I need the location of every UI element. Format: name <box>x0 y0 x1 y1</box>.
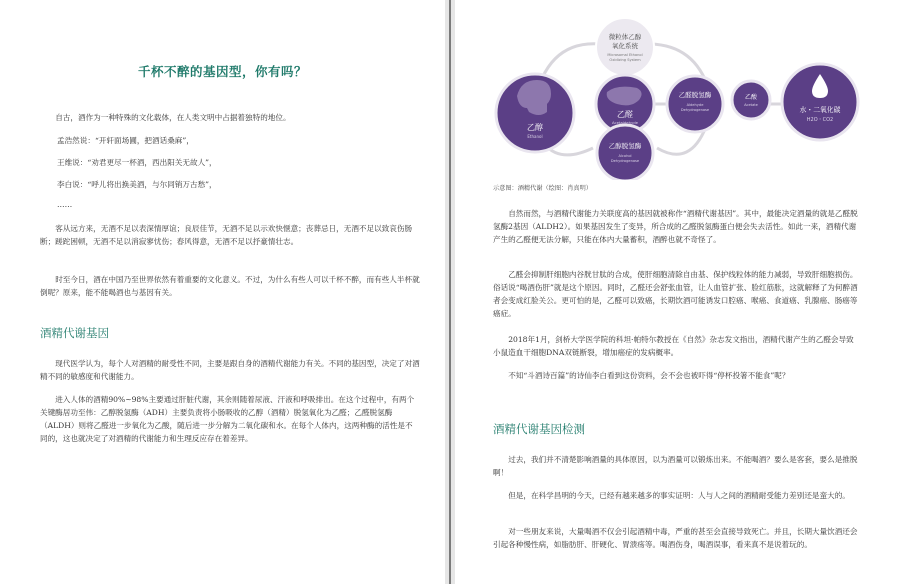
paragraph: 2018年1月，剑桥大学医学院的科坦·帕特尔教授在《自然》杂志发文指出，酒精代谢产生的乙醛会导致小鼠造血干细胞DNA双链断裂，增加癌症的发病概率。 <box>493 335 854 357</box>
paragraph: 不知“斗酒诗百篇”的诗仙李白看到这份资料，会不会也被吓得“停杯投箸不能食”呢？ <box>508 371 790 380</box>
quote-li: 李白说：“呼儿将出换美酒，与尔同销万古愁”， <box>57 180 217 189</box>
final-label: 水・二氧化碳 <box>799 106 841 114</box>
acetate-en: Acetate <box>744 103 758 107</box>
quote-meng: 孟浩然说：“开轩面场圃，把酒话桑麻”， <box>57 136 194 145</box>
final-en: H2O・CO2 <box>806 117 834 123</box>
section-heading: 酒精代谢基因 <box>40 326 109 340</box>
adh-en-2: Dehydrogenase <box>610 159 640 163</box>
acetaldehyde-label: 乙醛 <box>617 110 633 119</box>
right-page <box>455 0 900 584</box>
quote-wang: 王维说：“劝君更尽一杯酒，西出阳关无故人”， <box>57 158 217 167</box>
adh-en: Alcohol <box>618 154 632 158</box>
meos-en-2: Oxidizing System <box>609 58 641 62</box>
paragraph: 但是，在科学昌明的今天，已经有越来越多的事实证明：人与人之间的酒精耐受能力差别还是蛮大的。 <box>508 491 850 500</box>
meos-label-2: 氧化系统 <box>612 42 638 50</box>
water-co2-node <box>782 64 858 140</box>
paragraph: 对一些朋友来说，大量喝酒不仅会引起酒精中毒，严重的甚至会直接导致死亡。并且，长期大量饮酒还会引起各种慢性病，如脂肪肝、肝硬化、胃溃疡等。喝酒伤身，喝酒误事，看来真不是说着玩的。 <box>493 527 858 549</box>
quote-ellipsis: …… <box>57 200 73 209</box>
intro-paragraph: 自古，酒作为一种特殊的文化载体，在人类文明中占据着独特的地位。 <box>55 113 291 122</box>
aldh-label: 乙醛脱氢酶 <box>678 91 712 99</box>
meos-en: Microsomal Ethanol <box>607 53 643 57</box>
alcohol-metabolism-diagram <box>455 0 900 180</box>
acetate-label: 乙酸 <box>744 94 758 101</box>
aldh-node <box>667 76 723 132</box>
acetaldehyde-en: Acetaldehyde <box>612 120 638 125</box>
article-title: 千杯不醉的基因型，你有吗？ <box>137 64 307 79</box>
paragraph: 进入人体的酒精90%~98%主要通过肝脏代谢，其余则随着尿液、汗液和呼吸排出。在这个过程中，有两个关键酶居功至伟：乙醇脱氢酶（ADH）主要负责将小肠吸收的乙醇（酒精）脱氢氧化为乙醛；乙醛脱氢酶（ALDH）则将乙醛进一步氧化为乙酸，随后进一步分解为二氧化碳和水。在每个人体内，这两种酶的活性是不同的，这也就决定了对酒精的代谢能力和生理反应存在着差异。 <box>40 395 415 443</box>
aldh-en-2: Dehydrogenase <box>680 108 710 112</box>
left-page <box>0 0 445 584</box>
adh-node <box>597 125 653 180</box>
ethanol-en: Ethanol <box>527 134 543 139</box>
ethanol-label: 乙醇 <box>527 123 543 132</box>
paragraph: 乙醛会抑制肝细胞内谷胱甘肽的合成，使肝细胞清除自由基、保护线粒体的能力减弱，导致肝细胞损伤。俗话说“喝酒伤肝”就是这个原因。同时，乙醛还会舒张血管，让人血管扩张、脸红筋胀，这就解释了为何醉酒者会变成红脸关公。更可怕的是，乙醛可以致癌，长期饮酒可能诱发口腔癌、喉癌、食道癌、乳腺癌、肠癌等癌症。 <box>493 270 858 318</box>
acetate-node <box>732 81 770 119</box>
page-divider <box>449 0 451 584</box>
paragraph: 现代医学认为，每个人对酒精的耐受性不同，主要是跟自身的酒精代谢能力有关。不同的基因型，决定了对酒精不同的敏感度和代谢能力。 <box>40 359 420 381</box>
meos-node <box>596 18 654 76</box>
paragraph: 自然而然，与酒精代谢能力关联度高的基因就被称作“酒精代谢基因”。其中，最能决定酒量的就是乙醛脱氢酶2基因（ALDH2）。如果基因发生了变异，所合成的乙醛脱氢酶蛋白便会失去活性。如此一来，酒精代谢产生的乙醛便无法分解，只能在体内大量蓄积，酒醉也就不奇怪了。 <box>493 209 858 244</box>
paragraph: 客从远方来，无酒不足以表深情厚谊；良辰佳节，无酒不足以示欢快惬意；丧葬忌日，无酒不足以致哀伤肠断；蹉跎困顿，无酒不足以消寂寥忧伤；春风得意，无酒不足以抒豪情壮志。 <box>40 224 413 246</box>
paragraph: 过去，我们并不清楚影响酒量的具体原因，以为酒量可以锻炼出来。不能喝酒？要么是客套，要么是推脱啊！ <box>493 455 858 477</box>
ethanol-node <box>496 74 574 152</box>
meos-label: 微粒体乙醇 <box>608 33 642 41</box>
adh-label: 乙醇脱氢酶 <box>608 142 642 150</box>
paragraph: 时至今日，酒在中国乃至世界依然有着重要的文化意义。不过，为什么有些人可以千杯不醉，而有些人半杯就倒呢？原来，能不能喝酒也与基因有关。 <box>40 275 420 297</box>
section-heading: 酒精代谢基因检测 <box>493 422 585 436</box>
aldh-en: Aldehyde <box>686 103 704 107</box>
diagram-caption: 示意图：酒精代谢（绘图：肖真明） <box>493 185 592 192</box>
